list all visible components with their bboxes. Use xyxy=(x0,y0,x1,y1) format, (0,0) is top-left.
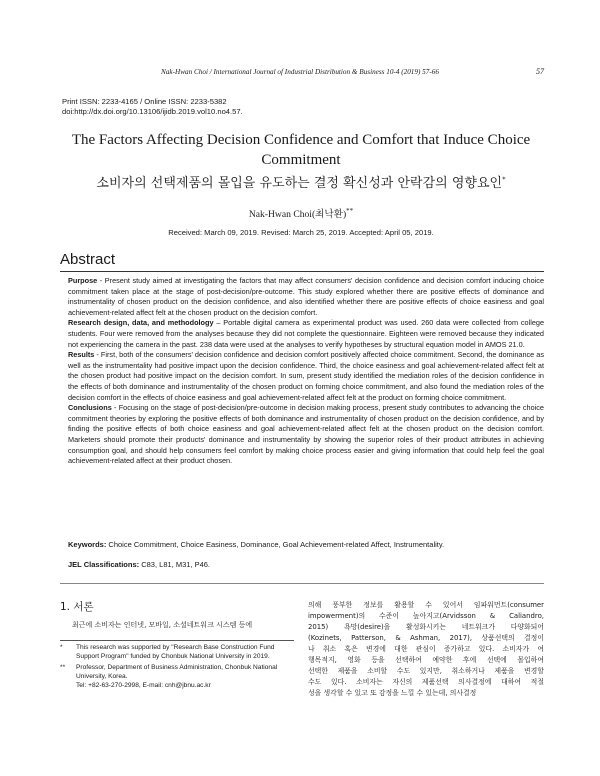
purpose-label: Purpose xyxy=(68,276,98,285)
conclusions-text: - Focusing on the stage of post-decision/pre-outcome in decision making process, present study contributes to advancing the choice commitment theories by exploring the positive effects of both dominance and instrumentality of chosen product on the decision confidence, and by finding the positive effects of both choice easiness and goal achievement-related affect felt at the chosen product on the decision comfort. Marketers should promote their products' dominance and instrumentality by showing the superior roles of their product attributes in achieving consumption goal, and should help consumers feel comfort by making choice process easier and giving information that could help feel the goal achievement-related affect at their product chosen. xyxy=(68,403,544,466)
abstract-results xyxy=(68,350,544,403)
results-text: - First, both of the consumers' decision confidence and decision comfort positively affected choice commitment. Second, the dominance as well as the instrumentality had positive impact upon the decision confidence. Third, the choice easiness and goal achievement-related affect felt at the chosen product had positive impact on the decision comfort. In sum, present study identified the mediation roles of the decision confidence in the effects of both dominance and instrumentality of the chosen product on forming choice commitment, and also found the mediation roles of the decision comfort in the effects of choice easiness and goal achievement-related affect felt at the product on forming choice commitment. xyxy=(68,350,544,402)
keywords-label: Keywords: xyxy=(68,540,107,549)
abstract-heading: Abstract xyxy=(60,251,116,268)
body-line: 2015) 욕망(desire)을 활성화시키는 네트워크가 다양화되어 xyxy=(308,623,544,631)
research-text: – Portable digital camera as experimental product was used. 260 data were collected from college students. Four were removed from the analyses because they did not complete the questionnaire. Eighteen were removed because they indicated not experiencing the camera in the past. 238 data were used at the analyses to verify hypotheses by structural equation model in AMOS 21.0. xyxy=(68,318,544,349)
abstract-research xyxy=(68,318,544,350)
author-line xyxy=(62,206,540,220)
body-line: 행목적지, 영화 등을 선택하여 예약한 후에 선택에 몰입하여 xyxy=(308,656,544,664)
conclusions-label: Conclusions xyxy=(68,403,112,413)
issn-line: Print ISSN: 2233-4165 / Online ISSN: 2233-5382 xyxy=(62,97,227,106)
body-line: 선택한 제품을 소비할 수도 있지만, 취소하거나 제품을 변경할 xyxy=(308,667,544,675)
introduction-right-column xyxy=(308,600,544,699)
footnotes xyxy=(60,644,294,693)
submission-dates: Received: March 09, 2019. Revised: March 25, 2019. Accepted: April 05, 2019. xyxy=(168,228,434,237)
footnote-mark: * xyxy=(60,644,63,651)
footnote-affiliation xyxy=(60,664,294,691)
footnote-text: Professor, Department of Business Administration, Chonbuk National University, Korea. xyxy=(76,663,278,680)
title-footnote-mark: * xyxy=(502,175,506,184)
korean-title-text: 소비자의 선택제품의 몰입을 유도하는 결정 확신성과 안락감의 영향요인 xyxy=(96,176,503,191)
jel-text: C83, L81, M31, P46. xyxy=(139,560,211,569)
keywords-text: Choice Commitment, Choice Easiness, Dominance, Goal Achievement-related Affect, Instrumentality. xyxy=(106,540,445,549)
footnote-text: This research was supported by "Research Base Construction Fund Support Program" funded by Chonbuk National University in 2019. xyxy=(76,644,275,660)
page-number: 57 xyxy=(536,67,544,76)
purpose-text: - Present study aimed at investigating the factors that may affect consumers' decision confidence and decision comfort inducing choice commitment taken place at the stage of post-decision/pre-outcome. This study explored whether there are positive effects of dominance and instrumentality of chosen product on the decision confidence, and also identified whether there are positive effects of choice easiness and goal achievement-related affect felt at the chosen product on the decision comfort. xyxy=(68,276,544,317)
footnote-rule xyxy=(60,640,294,641)
keywords-line xyxy=(68,540,544,549)
introduction-heading: 1. 서론 xyxy=(60,601,94,613)
body-line: 나 취소 혹은 변경에 대한 관심이 증가하고 있다. 소비자가 여 xyxy=(308,645,544,653)
doi-line: doi:http://dx.doi.org/10.13106/ijidb.2019.vol10.no4.57. xyxy=(62,107,243,116)
results-label: Results xyxy=(68,350,95,360)
english-title: The Factors Affecting Decision Confidence and Comfort that Induce Choice Commitment xyxy=(71,132,531,168)
footnote-mark: ** xyxy=(60,663,66,671)
body-line: 의해 풍부한 정보를 활용할 수 있어서 임파워먼트(consumer xyxy=(308,601,544,609)
abstract-body xyxy=(68,276,544,467)
body-line: 수도 있다. 소비자는 자신의 제품선택 의사결정에 대하여 적절 xyxy=(308,678,544,686)
abstract-rule xyxy=(60,271,544,272)
section-divider xyxy=(60,583,544,584)
jel-line xyxy=(68,560,544,569)
jel-label: JEL Classifications: xyxy=(68,560,140,569)
introduction-first-line: 최근에 소비자는 인터넷, 모바일, 소셜네트워크 시스템 등에 xyxy=(72,621,253,629)
author-footnote-mark: ** xyxy=(346,206,354,215)
research-label: Research design, data, and methodology xyxy=(68,318,214,328)
body-line: impowerment)의 수준이 높아지고(Arvidsson & Caliandro, xyxy=(308,612,544,620)
body-line: 성을 생각할 수 있고 또 감정을 느낄 수 있는데, 의사결정 xyxy=(308,689,477,697)
abstract-conclusions xyxy=(68,403,544,467)
body-line: (Kozinets, Patterson, & Ashman, 2017), 상품선택의 결정이 xyxy=(308,634,544,642)
korean-title xyxy=(62,175,540,193)
issn-block xyxy=(62,97,362,117)
abstract-purpose xyxy=(68,276,544,318)
author-name: Nak-Hwan Choi(최낙환) xyxy=(248,209,347,220)
footnote-contact: Tel: +82-63-270-2998, E-mail: cnh@jbnu.ac.kr xyxy=(76,681,211,689)
running-head: Nak-Hwan Choi / International Journal of Industrial Distribution & Business 10-4 (2019) 57-66 xyxy=(161,68,439,76)
footnote-funding xyxy=(60,644,294,662)
